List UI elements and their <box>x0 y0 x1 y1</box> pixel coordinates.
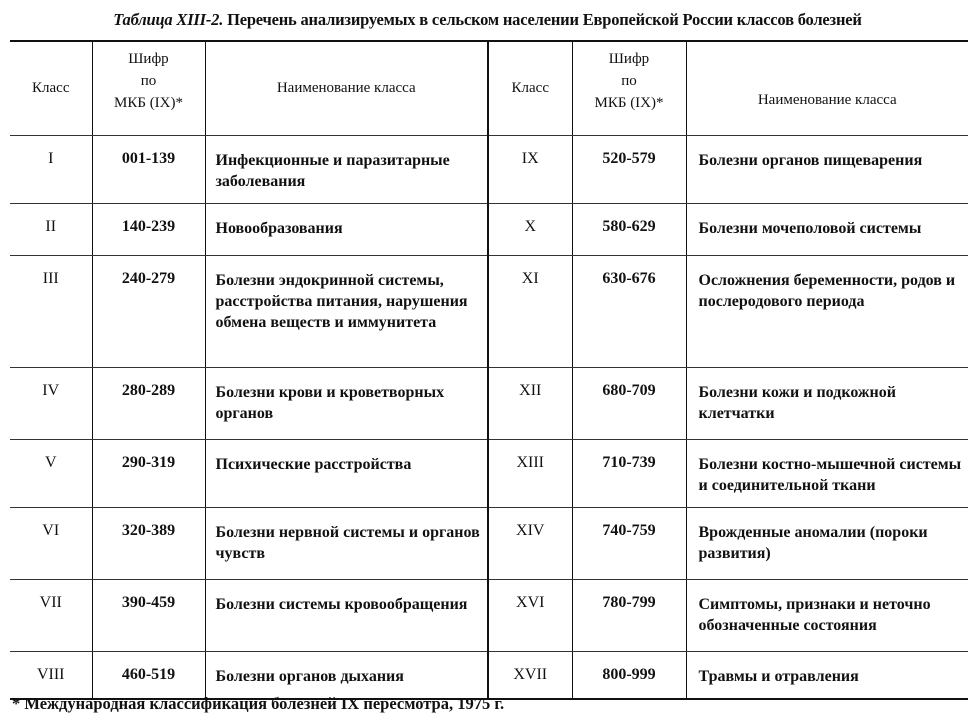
class-numeral: VIII <box>10 651 92 699</box>
class-name: Болезни органов дыхания <box>205 651 488 699</box>
class-numeral: IV <box>10 367 92 439</box>
table-row <box>10 135 968 203</box>
header-code: Шифр по МКБ (IX)* <box>92 41 205 135</box>
table-row <box>10 439 968 507</box>
icd-code-range: 710-739 <box>572 439 686 507</box>
icd-code-range: 520-579 <box>572 135 686 203</box>
header-name-2: Наименование класса <box>686 41 968 135</box>
table-label: Таблица XIII-2. <box>113 10 224 29</box>
table-row <box>10 203 968 255</box>
icd-code-range: 800-999 <box>572 651 686 699</box>
class-name: Болезни крови и кроветворных органов <box>205 367 488 439</box>
class-numeral: XIII <box>488 439 572 507</box>
class-numeral: XVII <box>488 651 572 699</box>
icd-code-range: 740-759 <box>572 507 686 579</box>
icd-code-range: 280-289 <box>92 367 205 439</box>
table-caption: Перечень анализируемых в сельском населении Европейской России классов болезней <box>227 10 862 29</box>
class-name: Симптомы, признаки и неточно обозначенные состояния <box>686 579 968 651</box>
table-row <box>10 255 968 367</box>
header-row <box>10 41 968 135</box>
class-numeral: VI <box>10 507 92 579</box>
table-row <box>10 367 968 439</box>
icd-code-range: 240-279 <box>92 255 205 367</box>
class-name: Болезни нервной системы и органов чувств <box>205 507 488 579</box>
class-name: Болезни органов пищеварения <box>686 135 968 203</box>
icd-code-range: 630-676 <box>572 255 686 367</box>
class-name: Болезни эндокринной системы, расстройства питания, нарушения обмена веществ и иммунитета <box>205 255 488 367</box>
class-name: Врожденные аномалии (пороки развития) <box>686 507 968 579</box>
header-class-2: Класс <box>488 41 572 135</box>
table-row <box>10 579 968 651</box>
class-name: Новообразования <box>205 203 488 255</box>
class-name: Травмы и отравления <box>686 651 968 699</box>
class-numeral: III <box>10 255 92 367</box>
class-numeral: IX <box>488 135 572 203</box>
class-numeral: VII <box>10 579 92 651</box>
icd-code-range: 580-629 <box>572 203 686 255</box>
class-numeral: II <box>10 203 92 255</box>
class-numeral: XIV <box>488 507 572 579</box>
table-row <box>10 507 968 579</box>
icd-code-range: 001-139 <box>92 135 205 203</box>
class-name: Осложнения беременности, родов и послеродового периода <box>686 255 968 367</box>
header-name: Наименование класса <box>205 41 488 135</box>
class-name: Болезни кожи и подкожной клетчатки <box>686 367 968 439</box>
class-numeral: XII <box>488 367 572 439</box>
class-numeral: XVI <box>488 579 572 651</box>
header-code-2: Шифр по МКБ (IX)* <box>572 41 686 135</box>
class-name: Инфекционные и паразитарные заболевания <box>205 135 488 203</box>
icd-code-range: 780-799 <box>572 579 686 651</box>
class-name: Болезни мочеполовой системы <box>686 203 968 255</box>
icd-code-range: 460-519 <box>92 651 205 699</box>
icd-code-range: 290-319 <box>92 439 205 507</box>
header-class: Класс <box>10 41 92 135</box>
icd-code-range: 320-389 <box>92 507 205 579</box>
icd-code-range: 390-459 <box>92 579 205 651</box>
class-numeral: XI <box>488 255 572 367</box>
class-numeral: V <box>10 439 92 507</box>
table-title <box>0 10 975 30</box>
footnote: * Международная классификация болезней IX пересмотра, 1975 г. <box>12 694 505 713</box>
class-numeral: I <box>10 135 92 203</box>
disease-classes-table <box>10 40 968 700</box>
icd-code-range: 680-709 <box>572 367 686 439</box>
class-name: Болезни костно-мышечной системы и соединительной ткани <box>686 439 968 507</box>
icd-code-range: 140-239 <box>92 203 205 255</box>
table-row <box>10 651 968 699</box>
class-numeral: X <box>488 203 572 255</box>
class-name: Психические расстройства <box>205 439 488 507</box>
class-name: Болезни системы кровообращения <box>205 579 488 651</box>
